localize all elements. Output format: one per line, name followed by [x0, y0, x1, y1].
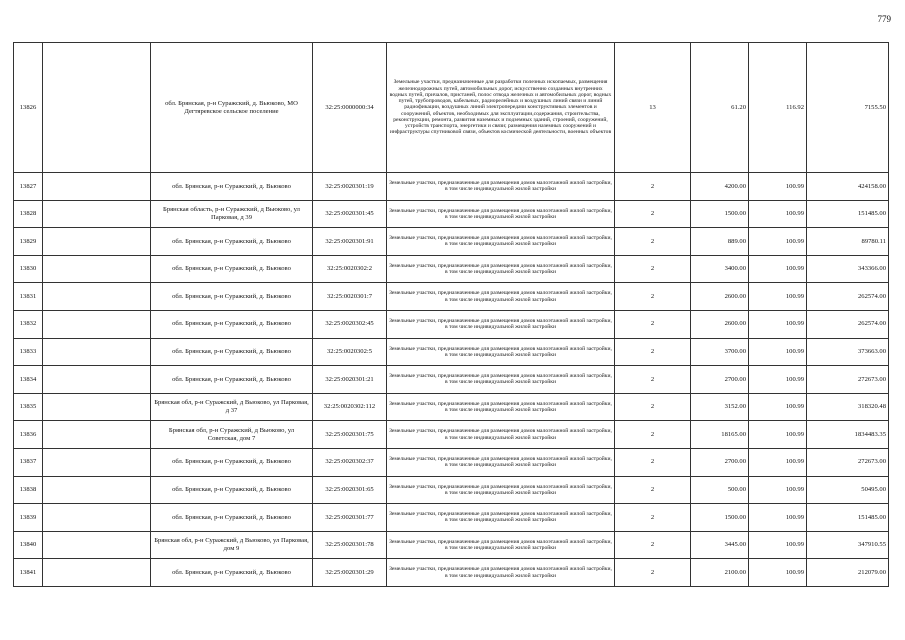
row-blank-cell — [43, 283, 151, 311]
row-cadastral-number-cell: 32:25:0000000:34 — [313, 43, 387, 173]
row-area-cell: 1500.00 — [691, 200, 749, 228]
row-blank-cell — [43, 393, 151, 421]
row-address-cell: обл. Брянская, р-н Суражский, д. Вьюково — [151, 504, 313, 532]
row-blank-cell — [43, 228, 151, 256]
row-cadastral-number-cell: 32:25:0020301:77 — [313, 504, 387, 532]
row-category-cell: 2 — [615, 366, 691, 394]
row-id-cell: 13837 — [14, 448, 43, 476]
row-land-use-cell: Земельные участки, предназначенные для размещения домов малоэтажной жилой застройки, в том числе индивидуальной жилой застройки — [387, 448, 615, 476]
row-id-cell: 13841 — [14, 559, 43, 587]
row-cadastral-value-cell: 7155.50 — [807, 43, 889, 173]
row-area-cell: 889.00 — [691, 228, 749, 256]
row-id-cell: 13830 — [14, 255, 43, 283]
row-category-cell: 2 — [615, 531, 691, 559]
row-land-use-cell: Земельные участки, предназначенные для размещения домов малоэтажной жилой застройки, в том числе индивидуальной жилой застройки — [387, 366, 615, 394]
row-blank-cell — [43, 504, 151, 532]
row-category-cell: 2 — [615, 476, 691, 504]
row-rate-cell: 100.99 — [749, 366, 807, 394]
row-area-cell: 4200.00 — [691, 173, 749, 201]
row-area-cell: 18165.00 — [691, 421, 749, 449]
row-rate-cell: 116.92 — [749, 43, 807, 173]
row-area-cell: 1500.00 — [691, 504, 749, 532]
row-id-cell: 13827 — [14, 173, 43, 201]
row-land-use-cell: Земельные участки, предназначенные для размещения домов малоэтажной жилой застройки, в том числе индивидуальной жилой застройки — [387, 283, 615, 311]
table-row — [14, 43, 889, 173]
table-body — [14, 43, 889, 587]
row-address-cell: обл. Брянская, р-н Суражский, д. Вьюково — [151, 338, 313, 366]
row-land-use-cell: Земельные участки, предназначенные для размещения домов малоэтажной жилой застройки, в том числе индивидуальной жилой застройки — [387, 173, 615, 201]
table-row — [14, 283, 889, 311]
row-cadastral-value-cell: 50495.00 — [807, 476, 889, 504]
row-blank-cell — [43, 173, 151, 201]
row-rate-cell: 100.99 — [749, 200, 807, 228]
row-rate-cell: 100.99 — [749, 476, 807, 504]
row-blank-cell — [43, 200, 151, 228]
row-id-cell: 13831 — [14, 283, 43, 311]
row-address-cell: обл. Брянская, р-н Суражский, д. Вьюково — [151, 448, 313, 476]
row-area-cell: 3700.00 — [691, 338, 749, 366]
row-category-cell: 2 — [615, 200, 691, 228]
row-rate-cell: 100.99 — [749, 283, 807, 311]
table-row — [14, 504, 889, 532]
row-address-cell: Брянская обл, р-н Суражский, д Вьюково, ул Парковая, дом 9 — [151, 531, 313, 559]
row-area-cell: 500.00 — [691, 476, 749, 504]
row-blank-cell — [43, 476, 151, 504]
row-area-cell: 2700.00 — [691, 448, 749, 476]
row-address-cell: обл. Брянская, р-н Суражский, д. Вьюково — [151, 366, 313, 394]
row-id-cell: 13838 — [14, 476, 43, 504]
row-cadastral-value-cell: 1834483.35 — [807, 421, 889, 449]
cadastral-value-table — [13, 42, 889, 587]
row-id-cell: 13826 — [14, 43, 43, 173]
row-land-use-cell: Земельные участки, предназначенные для размещения домов малоэтажной жилой застройки, в том числе индивидуальной жилой застройки — [387, 200, 615, 228]
row-category-cell: 2 — [615, 448, 691, 476]
row-rate-cell: 100.99 — [749, 393, 807, 421]
row-cadastral-value-cell: 272673.00 — [807, 366, 889, 394]
row-rate-cell: 100.99 — [749, 448, 807, 476]
row-category-cell: 2 — [615, 393, 691, 421]
row-cadastral-number-cell: 32:25:0020301:29 — [313, 559, 387, 587]
row-cadastral-number-cell: 32:25:0020301:75 — [313, 421, 387, 449]
row-category-cell: 2 — [615, 283, 691, 311]
table-row — [14, 559, 889, 587]
row-rate-cell: 100.99 — [749, 173, 807, 201]
row-address-cell: обл. Брянская, р-н Суражский, д. Вьюково — [151, 173, 313, 201]
row-address-cell: Брянская обл, р-н Суражский, д Вьюково, ул Парковая, д 37 — [151, 393, 313, 421]
row-address-cell: обл. Брянская, р-н Суражский, д. Вьюково — [151, 283, 313, 311]
row-rate-cell: 100.99 — [749, 338, 807, 366]
table-row — [14, 228, 889, 256]
row-category-cell: 2 — [615, 338, 691, 366]
row-blank-cell — [43, 366, 151, 394]
table-row — [14, 366, 889, 394]
row-cadastral-value-cell: 262574.00 — [807, 310, 889, 338]
row-land-use-cell: Земельные участки, предназначенные для размещения домов малоэтажной жилой застройки, в том числе индивидуальной жилой застройки — [387, 504, 615, 532]
row-address-cell: обл. Брянская, р-н Суражский, д. Вьюково — [151, 310, 313, 338]
row-land-use-cell: Земельные участки, предназначенные для размещения домов малоэтажной жилой застройки, в том числе индивидуальной жилой застройки — [387, 338, 615, 366]
row-cadastral-value-cell: 151485.00 — [807, 200, 889, 228]
row-id-cell: 13835 — [14, 393, 43, 421]
row-blank-cell — [43, 255, 151, 283]
row-rate-cell: 100.99 — [749, 310, 807, 338]
row-cadastral-number-cell: 32:25:0020301:19 — [313, 173, 387, 201]
row-cadastral-number-cell: 32:25:0020301:7 — [313, 283, 387, 311]
row-cadastral-number-cell: 32:25:0020301:45 — [313, 200, 387, 228]
row-cadastral-value-cell: 373663.00 — [807, 338, 889, 366]
row-category-cell: 2 — [615, 504, 691, 532]
row-cadastral-number-cell: 32:25:0020301:65 — [313, 476, 387, 504]
row-cadastral-number-cell: 32:25:0020301:78 — [313, 531, 387, 559]
row-cadastral-number-cell: 32:25:0020302:112 — [313, 393, 387, 421]
table-row — [14, 255, 889, 283]
row-address-cell: обл. Брянская, р-н Суражский, д. Вьюково — [151, 228, 313, 256]
row-land-use-cell: Земельные участки, предназначенные для разработки полезных ископаемых, размещения железнодорожных путей, автомобильных дорог, искусственно созданных внутренних водных путей, причалов, пристаней, полос отвода железных и автомобильных дорог, водных путей, трубопроводов, кабельных, радиорелейных и воздушных линий связи и линий радиофикации, воздушных линий электропередачи конструктивных элементов и сооружений, объектов, необходимых для эксплуатации,содержания, строительства, реконструкции, ремонта, развития наземных и подземных зданий, строений, сооружений, устройств транспорта, энергетики и связи; размещения наземных сооружений и инфраструктуры спутниковой связи, объектов космической деятельности, военных объектов — [387, 43, 615, 173]
row-land-use-cell: Земельные участки, предназначенные для размещения домов малоэтажной жилой застройки, в том числе индивидуальной жилой застройки — [387, 531, 615, 559]
row-cadastral-number-cell: 32:25:0020302:5 — [313, 338, 387, 366]
row-blank-cell — [43, 43, 151, 173]
row-cadastral-number-cell: 32:25:0020301:91 — [313, 228, 387, 256]
row-area-cell: 3445.00 — [691, 531, 749, 559]
row-category-cell: 2 — [615, 228, 691, 256]
row-rate-cell: 100.99 — [749, 531, 807, 559]
row-blank-cell — [43, 310, 151, 338]
row-cadastral-value-cell: 89780.11 — [807, 228, 889, 256]
row-id-cell: 13829 — [14, 228, 43, 256]
table-row — [14, 531, 889, 559]
row-area-cell: 2600.00 — [691, 283, 749, 311]
row-category-cell: 2 — [615, 421, 691, 449]
row-area-cell: 2700.00 — [691, 366, 749, 394]
table-row — [14, 476, 889, 504]
row-category-cell: 2 — [615, 559, 691, 587]
row-blank-cell — [43, 338, 151, 366]
row-land-use-cell: Земельные участки, предназначенные для размещения домов малоэтажной жилой застройки, в том числе индивидуальной жилой застройки — [387, 310, 615, 338]
row-address-cell: обл. Брянская, р-н Суражский, д. Вьюково — [151, 476, 313, 504]
row-cadastral-value-cell: 424158.00 — [807, 173, 889, 201]
row-rate-cell: 100.99 — [749, 504, 807, 532]
row-rate-cell: 100.99 — [749, 421, 807, 449]
row-area-cell: 3400.00 — [691, 255, 749, 283]
row-cadastral-value-cell: 151485.00 — [807, 504, 889, 532]
table-row — [14, 448, 889, 476]
table-row — [14, 338, 889, 366]
row-id-cell: 13836 — [14, 421, 43, 449]
row-category-cell: 2 — [615, 255, 691, 283]
page-number: 779 — [877, 14, 891, 24]
row-cadastral-value-cell: 212079.00 — [807, 559, 889, 587]
row-id-cell: 13832 — [14, 310, 43, 338]
row-cadastral-value-cell: 318320.48 — [807, 393, 889, 421]
row-id-cell: 13840 — [14, 531, 43, 559]
row-cadastral-value-cell: 262574.00 — [807, 283, 889, 311]
row-category-cell: 13 — [615, 43, 691, 173]
row-cadastral-number-cell: 32:25:0020301:21 — [313, 366, 387, 394]
row-rate-cell: 100.99 — [749, 559, 807, 587]
table-row — [14, 421, 889, 449]
row-land-use-cell: Земельные участки, предназначенные для размещения домов малоэтажной жилой застройки, в том числе индивидуальной жилой застройки — [387, 559, 615, 587]
row-id-cell: 13828 — [14, 200, 43, 228]
row-address-cell: Брянская область, р-н Суражский, д Вьюково, ул Парковая, д 39 — [151, 200, 313, 228]
row-land-use-cell: Земельные участки, предназначенные для размещения домов малоэтажной жилой застройки, в том числе индивидуальной жилой застройки — [387, 393, 615, 421]
row-area-cell: 2100.00 — [691, 559, 749, 587]
row-rate-cell: 100.99 — [749, 228, 807, 256]
row-cadastral-number-cell: 32:25:0020302:45 — [313, 310, 387, 338]
table-row — [14, 310, 889, 338]
row-id-cell: 13834 — [14, 366, 43, 394]
row-address-cell: обл. Брянская, р-н Суражский, д. Вьюково — [151, 255, 313, 283]
row-blank-cell — [43, 421, 151, 449]
row-address-cell: обл. Брянская, р-н Суражский, д. Вьюково — [151, 559, 313, 587]
table-row — [14, 393, 889, 421]
row-area-cell: 3152.00 — [691, 393, 749, 421]
row-cadastral-value-cell: 347910.55 — [807, 531, 889, 559]
row-address-cell: Брянская обл, р-н Суражский, д Вьюково, ул Советская, дом 7 — [151, 421, 313, 449]
row-category-cell: 2 — [615, 173, 691, 201]
row-cadastral-number-cell: 32:25:0020302:37 — [313, 448, 387, 476]
row-blank-cell — [43, 448, 151, 476]
row-address-cell: обл. Брянская, р-н Суражский, д. Вьюково, МО Дегтяревское сельское поселение — [151, 43, 313, 173]
row-land-use-cell: Земельные участки, предназначенные для размещения домов малоэтажной жилой застройки, в том числе индивидуальной жилой застройки — [387, 476, 615, 504]
row-category-cell: 2 — [615, 310, 691, 338]
row-land-use-cell: Земельные участки, предназначенные для размещения домов малоэтажной жилой застройки, в том числе индивидуальной жилой застройки — [387, 421, 615, 449]
row-blank-cell — [43, 559, 151, 587]
row-area-cell: 61.20 — [691, 43, 749, 173]
row-id-cell: 13839 — [14, 504, 43, 532]
table-row — [14, 200, 889, 228]
row-area-cell: 2600.00 — [691, 310, 749, 338]
row-cadastral-value-cell: 272673.00 — [807, 448, 889, 476]
row-id-cell: 13833 — [14, 338, 43, 366]
row-blank-cell — [43, 531, 151, 559]
row-rate-cell: 100.99 — [749, 255, 807, 283]
row-cadastral-value-cell: 343366.00 — [807, 255, 889, 283]
row-land-use-cell: Земельные участки, предназначенные для размещения домов малоэтажной жилой застройки, в том числе индивидуальной жилой застройки — [387, 228, 615, 256]
row-land-use-cell: Земельные участки, предназначенные для размещения домов малоэтажной жилой застройки, в том числе индивидуальной жилой застройки — [387, 255, 615, 283]
table-row — [14, 173, 889, 201]
row-cadastral-number-cell: 32:25:0020302:2 — [313, 255, 387, 283]
